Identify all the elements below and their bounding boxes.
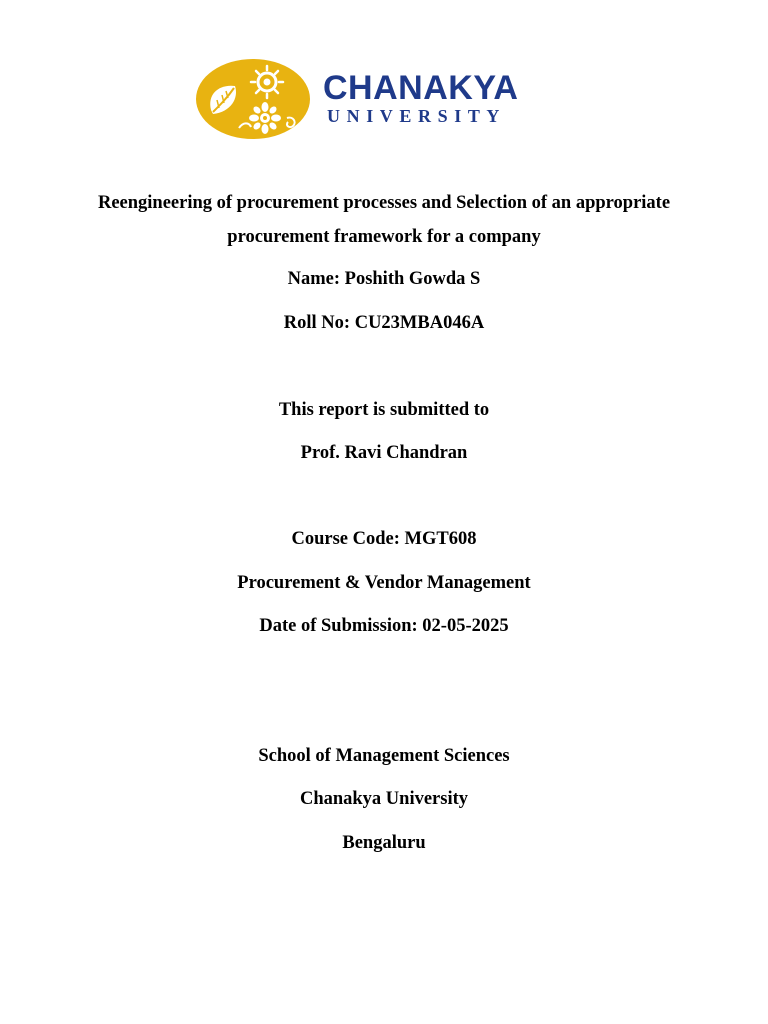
professor-name: Prof. Ravi Chandran: [300, 443, 468, 463]
school-name: School of Management Sciences: [258, 746, 510, 766]
roll-number: Roll No: CU23MBA046A: [283, 313, 485, 333]
student-name: Name: Poshith Gowda S: [287, 269, 481, 289]
city-name: Bengaluru: [342, 833, 426, 853]
report-title-line-1: Reengineering of procurement processes and Selection of an appropriate: [97, 193, 671, 213]
report-title-line-2: procurement framework for a company: [227, 227, 541, 247]
university-name: Chanakya University: [299, 789, 469, 809]
submission-intro: This report is submitted to: [278, 400, 490, 420]
university-logo: [195, 58, 575, 142]
submission-date: Date of Submission: 02-05-2025: [259, 616, 509, 636]
course-name: Procurement & Vendor Management: [237, 573, 531, 593]
course-code: Course Code: MGT608: [291, 529, 477, 549]
university-emblem-icon: [195, 58, 313, 140]
logo-wordmark: CHANAKYA: [323, 69, 519, 107]
logo-subtitle: UNIVERSITY: [327, 106, 507, 126]
